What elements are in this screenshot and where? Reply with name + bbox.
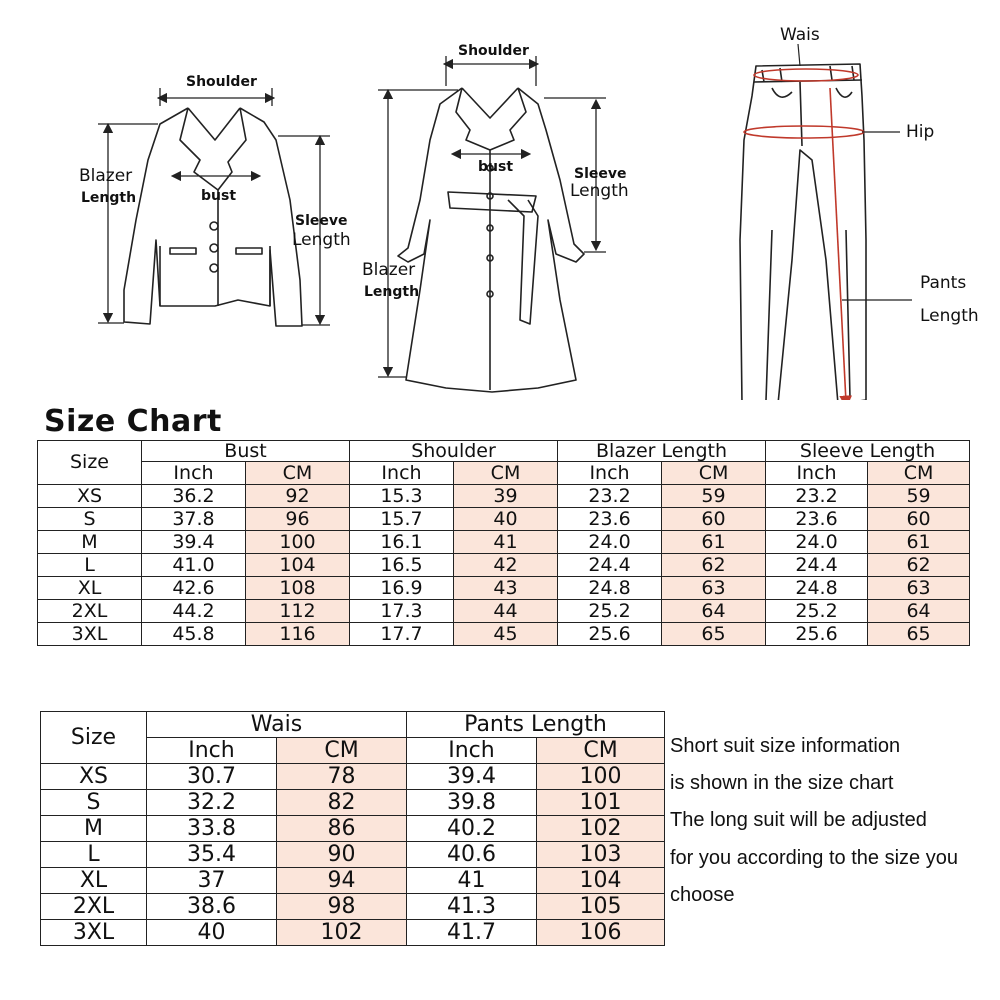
pants-measure-lines	[744, 44, 912, 400]
cm-cell: 63	[868, 577, 970, 600]
inch-cell: 35.4	[147, 842, 277, 868]
cm-cell: 104	[246, 554, 350, 577]
group-header-bust: Bust	[142, 441, 350, 462]
unit-header-inch: Inch	[350, 462, 454, 485]
coat-sleeve-label-2: Length	[570, 181, 629, 201]
pants-waist-label: Wais	[780, 25, 820, 45]
blazer-sleeve-label: Sleeve	[295, 213, 348, 229]
unit-header-inch: Inch	[766, 462, 868, 485]
blazer-shoulder-label: Shoulder	[186, 74, 257, 90]
cm-cell: 40	[454, 508, 558, 531]
cm-cell: 104	[537, 868, 665, 894]
cm-cell: 98	[277, 894, 407, 920]
inch-cell: 24.4	[558, 554, 662, 577]
garment-diagrams	[0, 0, 1000, 400]
cm-cell: 102	[277, 920, 407, 946]
cm-cell: 60	[868, 508, 970, 531]
coat-bust-label: bust	[478, 159, 514, 175]
inch-cell: 37.8	[142, 508, 246, 531]
unit-header-inch: Inch	[142, 462, 246, 485]
unit-header-cm: CM	[868, 462, 970, 485]
inch-cell: 30.7	[147, 764, 277, 790]
inch-cell: 15.3	[350, 485, 454, 508]
size-cell: L	[41, 842, 147, 868]
size-cell: XS	[41, 764, 147, 790]
size-chart-title: Size Chart	[44, 404, 222, 439]
pants-chart-table	[40, 711, 665, 946]
inch-cell: 16.9	[350, 577, 454, 600]
unit-header-inch: Inch	[407, 738, 537, 764]
table-row	[38, 508, 970, 531]
cm-cell: 64	[868, 600, 970, 623]
inch-cell: 38.6	[147, 894, 277, 920]
cm-cell: 112	[246, 600, 350, 623]
group-header-shoulder: Shoulder	[350, 441, 558, 462]
inch-cell: 41.0	[142, 554, 246, 577]
pants-length-label: Pants	[920, 273, 967, 293]
cm-cell: 90	[277, 842, 407, 868]
group-header-sleeve-length: Sleeve Length	[766, 441, 970, 462]
inch-cell: 37	[147, 868, 277, 894]
cm-cell: 62	[868, 554, 970, 577]
table-row	[38, 623, 970, 646]
cm-cell: 45	[454, 623, 558, 646]
cm-cell: 96	[246, 508, 350, 531]
size-cell: XS	[38, 485, 142, 508]
cm-cell: 64	[662, 600, 766, 623]
inch-cell: 24.0	[558, 531, 662, 554]
inch-cell: 40.2	[407, 816, 537, 842]
cm-cell: 116	[246, 623, 350, 646]
cm-cell: 42	[454, 554, 558, 577]
inch-cell: 33.8	[147, 816, 277, 842]
pants-size-header: Size	[41, 712, 147, 764]
cm-cell: 65	[868, 623, 970, 646]
cm-cell: 78	[277, 764, 407, 790]
pants-chart-body	[41, 764, 665, 946]
inch-cell: 39.8	[407, 790, 537, 816]
table-row	[41, 894, 665, 920]
pants-length-label-2: Length	[920, 306, 979, 326]
table-row	[38, 600, 970, 623]
note-line: is shown in the size chart	[670, 772, 894, 794]
cm-cell: 39	[454, 485, 558, 508]
inch-cell: 24.4	[766, 554, 868, 577]
unit-header-inch: Inch	[558, 462, 662, 485]
cm-cell: 94	[277, 868, 407, 894]
inch-cell: 32.2	[147, 790, 277, 816]
size-header: Size	[38, 441, 142, 485]
inch-cell: 23.2	[558, 485, 662, 508]
coat-length-label-2: Length	[364, 284, 420, 300]
group-header-waist: Wais	[147, 712, 407, 738]
inch-cell: 25.6	[766, 623, 868, 646]
group-header-blazer-length: Blazer Length	[558, 441, 766, 462]
coat-shoulder-label: Shoulder	[458, 43, 529, 59]
pants-drawing	[740, 64, 866, 400]
inch-cell: 39.4	[407, 764, 537, 790]
cm-cell: 63	[662, 577, 766, 600]
size-cell: XL	[38, 577, 142, 600]
cm-cell: 59	[868, 485, 970, 508]
cm-cell: 41	[454, 531, 558, 554]
cm-cell: 106	[537, 920, 665, 946]
inch-cell: 24.8	[558, 577, 662, 600]
group-header-pants-length: Pants Length	[407, 712, 665, 738]
cm-cell: 65	[662, 623, 766, 646]
cm-cell: 103	[537, 842, 665, 868]
size-cell: 3XL	[38, 623, 142, 646]
size-cell: S	[41, 790, 147, 816]
table-row	[38, 531, 970, 554]
inch-cell: 16.1	[350, 531, 454, 554]
coat-drawing	[398, 88, 584, 392]
size-cell: L	[38, 554, 142, 577]
inch-cell: 15.7	[350, 508, 454, 531]
size-cell: 2XL	[38, 600, 142, 623]
inch-cell: 17.3	[350, 600, 454, 623]
unit-header-cm: CM	[246, 462, 350, 485]
inch-cell: 25.2	[766, 600, 868, 623]
table-row	[41, 920, 665, 946]
cm-cell: 59	[662, 485, 766, 508]
cm-cell: 61	[868, 531, 970, 554]
cm-cell: 60	[662, 508, 766, 531]
cm-cell: 43	[454, 577, 558, 600]
inch-cell: 24.8	[766, 577, 868, 600]
unit-header-cm: CM	[662, 462, 766, 485]
blazer-length-label-2: Length	[81, 190, 137, 206]
cm-cell: 101	[537, 790, 665, 816]
inch-cell: 17.7	[350, 623, 454, 646]
cm-cell: 102	[537, 816, 665, 842]
cm-cell: 62	[662, 554, 766, 577]
coat-sleeve-label: Sleeve	[574, 166, 627, 182]
size-chart-table	[37, 440, 970, 646]
blazer-sleeve-label-2: Length	[292, 230, 351, 250]
table-row	[38, 577, 970, 600]
blazer-length-label: Blazer	[79, 166, 133, 186]
coat-length-label: Blazer	[362, 260, 416, 280]
inch-cell: 39.4	[142, 531, 246, 554]
inch-cell: 41	[407, 868, 537, 894]
cm-cell: 105	[537, 894, 665, 920]
size-cell: M	[38, 531, 142, 554]
cm-cell: 86	[277, 816, 407, 842]
unit-header-inch: Inch	[147, 738, 277, 764]
cm-cell: 108	[246, 577, 350, 600]
inch-cell: 45.8	[142, 623, 246, 646]
cm-cell: 82	[277, 790, 407, 816]
inch-cell: 41.3	[407, 894, 537, 920]
inch-cell: 40.6	[407, 842, 537, 868]
inch-cell: 25.6	[558, 623, 662, 646]
inch-cell: 24.0	[766, 531, 868, 554]
cm-cell: 44	[454, 600, 558, 623]
inch-cell: 40	[147, 920, 277, 946]
pants-hip-label: Hip	[906, 122, 935, 142]
inch-cell: 44.2	[142, 600, 246, 623]
cm-cell: 100	[246, 531, 350, 554]
unit-header-cm: CM	[277, 738, 407, 764]
size-cell: M	[41, 816, 147, 842]
note-line: for you according to the size you	[670, 847, 958, 869]
inch-cell: 23.6	[558, 508, 662, 531]
inch-cell: 36.2	[142, 485, 246, 508]
inch-cell: 16.5	[350, 554, 454, 577]
inch-cell: 25.2	[558, 600, 662, 623]
inch-cell: 23.2	[766, 485, 868, 508]
table-row	[41, 790, 665, 816]
note-line: Short suit size information	[670, 735, 901, 757]
table-row	[38, 554, 970, 577]
size-cell: S	[38, 508, 142, 531]
blazer-bust-label: bust	[201, 188, 237, 204]
table-row	[41, 764, 665, 790]
table-row	[41, 842, 665, 868]
coat-measure-lines	[378, 56, 606, 377]
blazer-drawing	[124, 108, 302, 326]
inch-cell: 42.6	[142, 577, 246, 600]
unit-header-cm: CM	[454, 462, 558, 485]
size-cell: 3XL	[41, 920, 147, 946]
unit-header-cm: CM	[537, 738, 665, 764]
blazer-measure-lines	[98, 88, 330, 325]
inch-cell: 41.7	[407, 920, 537, 946]
note-line: choose	[670, 884, 735, 906]
size-cell: 2XL	[41, 894, 147, 920]
inch-cell: 23.6	[766, 508, 868, 531]
table-row	[41, 816, 665, 842]
note-line: The long suit will be adjusted	[670, 809, 927, 831]
cm-cell: 92	[246, 485, 350, 508]
table-row	[41, 868, 665, 894]
size-chart-body	[38, 485, 970, 646]
cm-cell: 61	[662, 531, 766, 554]
table-row	[38, 485, 970, 508]
size-cell: XL	[41, 868, 147, 894]
cm-cell: 100	[537, 764, 665, 790]
